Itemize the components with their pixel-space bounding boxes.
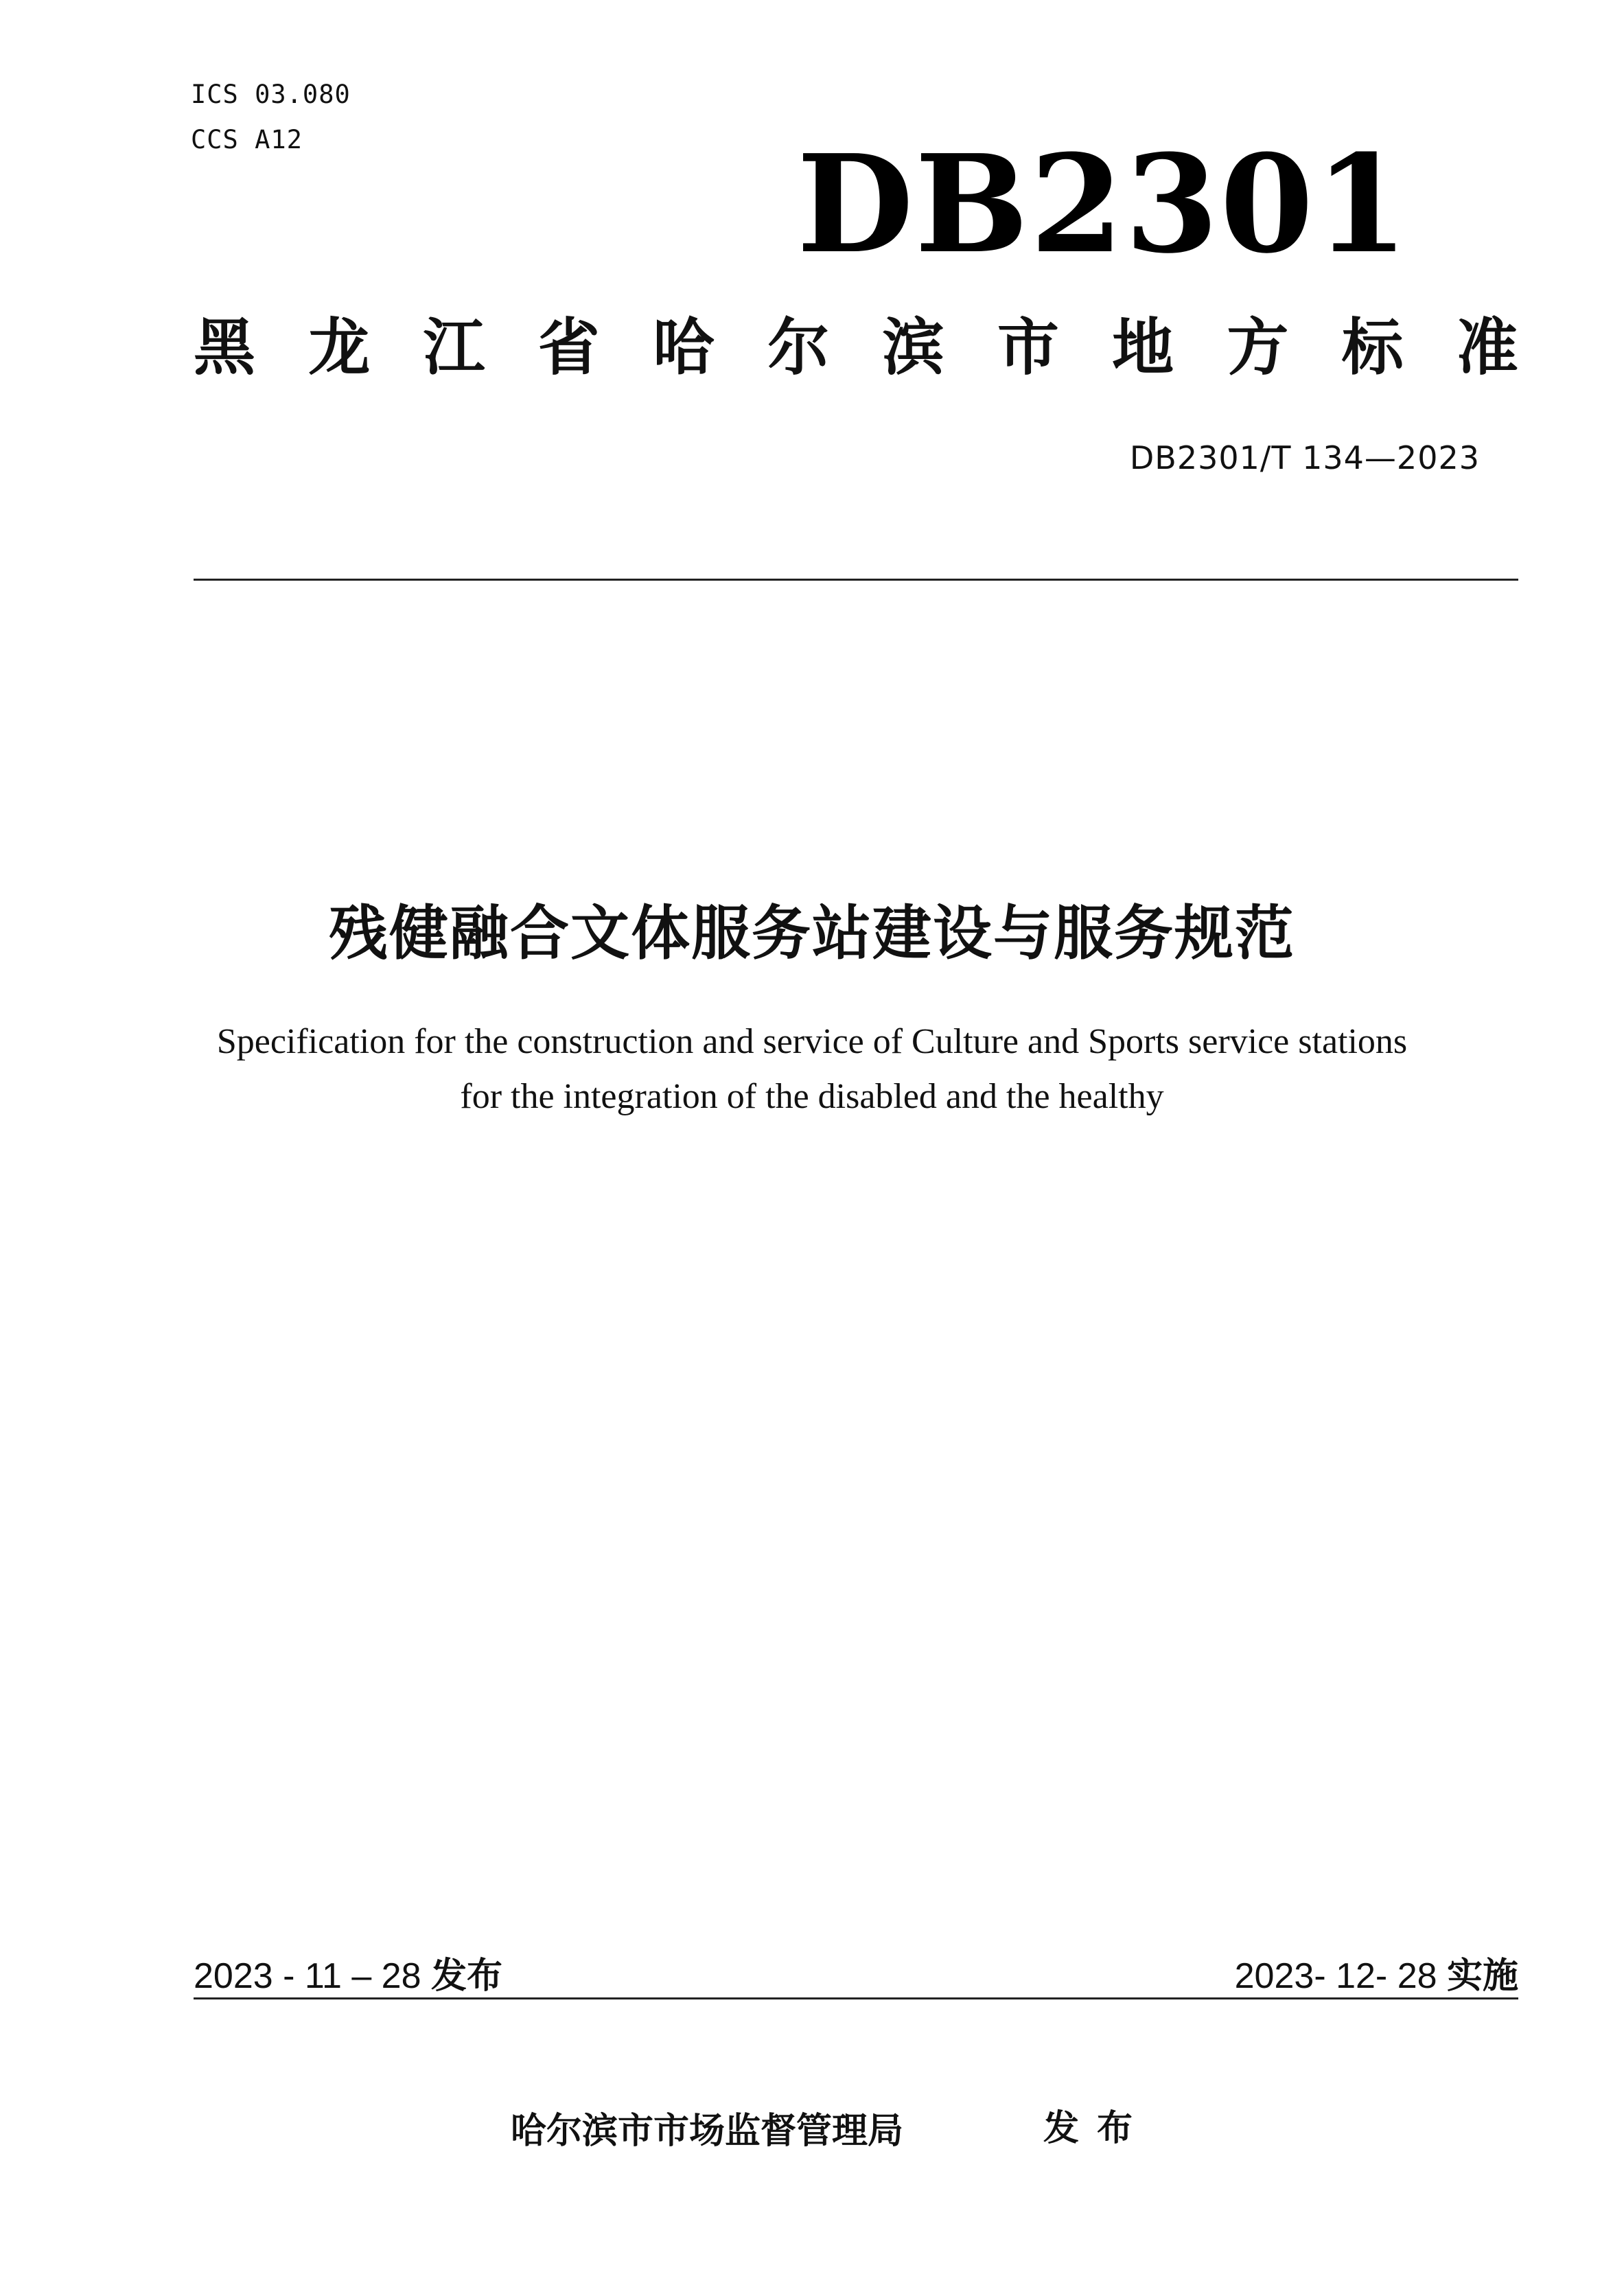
issue-date-block — [194, 1947, 502, 1998]
implementation-date: 2023- 12- 28 — [1234, 1956, 1437, 1996]
title-english-line-1: Specification for the construction and service of Culture and Sports service stations — [216, 1022, 1408, 1061]
standard-category-heading — [194, 312, 1518, 384]
title-chinese: 残健融合文体服务站建设与服务规范 — [329, 899, 1295, 968]
heading-char: 滨 — [882, 312, 944, 384]
implementation-label: 实施 — [1446, 1956, 1518, 1997]
heading-char: 方 — [1227, 312, 1289, 384]
ccs-code: CCS A12 — [191, 125, 303, 154]
heading-char: 省 — [537, 312, 600, 384]
issue-date: 2023 - 11 – 28 — [194, 1956, 421, 1996]
implementation-date-block — [1235, 1947, 1518, 1998]
heading-char: 黑 — [194, 312, 255, 384]
heading-char: 地 — [1112, 312, 1174, 384]
footer-divider — [194, 1997, 1518, 1999]
issuing-action: 发布 — [1043, 2108, 1151, 2149]
heading-char: 标 — [1341, 312, 1404, 384]
heading-char: 尔 — [767, 312, 830, 384]
header-divider — [194, 579, 1518, 581]
heading-char: 准 — [1456, 312, 1518, 384]
title-english-line-2: for the integration of the disabled and the healthy — [460, 1077, 1164, 1116]
issuing-authority: 哈尔滨市市场监督管理局 — [511, 2111, 904, 2152]
issue-label: 发布 — [430, 1956, 502, 1997]
standard-number: DB2301/T 134—2023 — [1129, 439, 1480, 476]
heading-char: 龙 — [308, 312, 371, 384]
heading-char: 哈 — [653, 312, 715, 384]
heading-char: 江 — [423, 312, 485, 384]
standard-mark: DB2301 — [796, 126, 1410, 283]
ics-code: ICS 03.080 — [191, 80, 351, 109]
heading-char: 市 — [997, 312, 1059, 384]
